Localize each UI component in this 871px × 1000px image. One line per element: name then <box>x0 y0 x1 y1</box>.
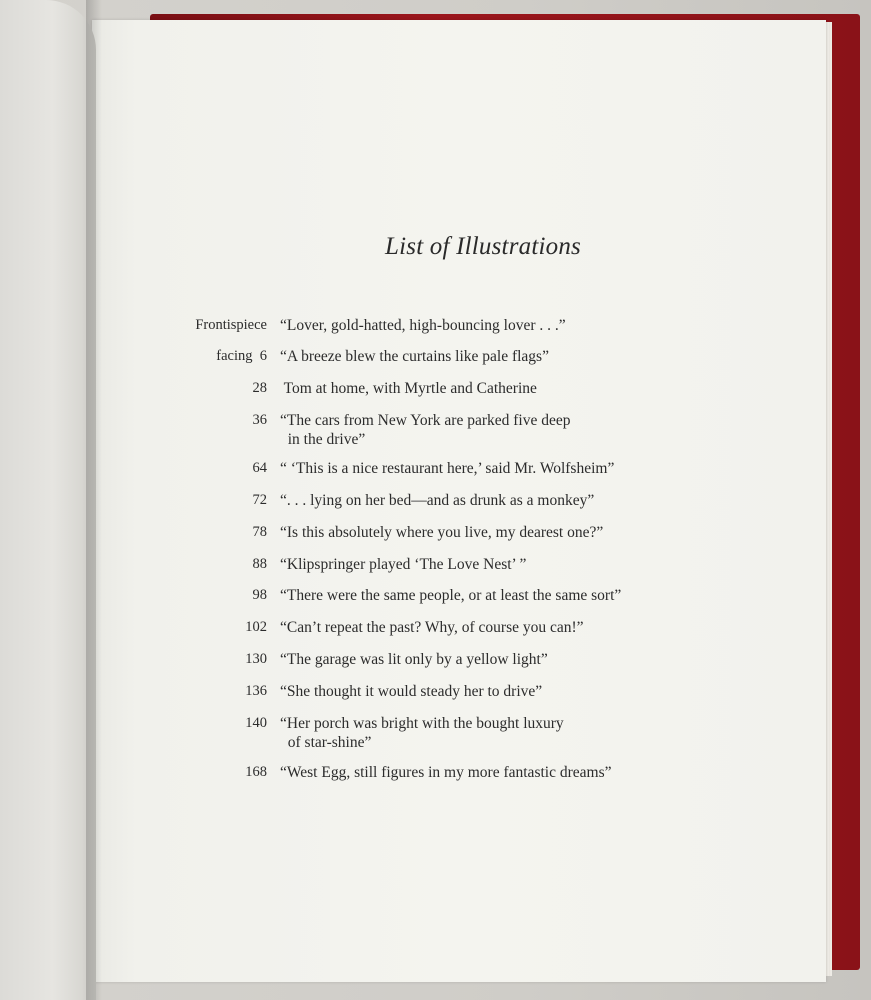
entry-page: 98 <box>252 587 267 603</box>
entry-caption: “The garage was lit only by a yellow light” <box>280 651 548 668</box>
entry-page: 28 <box>252 380 267 396</box>
entry-caption: “Lover, gold-hatted, high-bouncing lover . . .” <box>280 317 566 334</box>
entry-page: 168 <box>245 764 267 780</box>
entry-page: 136 <box>245 683 267 699</box>
entry-page: 36 <box>252 412 267 428</box>
entry-caption: “The cars from New York are parked five deep in the drive” <box>280 412 571 448</box>
entry-page: 140 <box>245 715 267 731</box>
entry-page: 64 <box>252 460 267 476</box>
entry-page: 78 <box>252 524 267 540</box>
entry-caption: “A breeze blew the curtains like pale flags” <box>280 348 549 365</box>
entry-page: Frontispiece <box>195 317 267 333</box>
entry-page: facing 6 <box>216 348 267 364</box>
entry-caption: “. . . lying on her bed—and as drunk as a monkey” <box>280 492 595 509</box>
spine-shadow <box>86 0 102 1000</box>
entry-caption: “Her porch was bright with the bought luxury of star-shine” <box>280 715 564 751</box>
entry-page: 88 <box>252 556 267 572</box>
entry-page: 102 <box>245 619 267 635</box>
entry-caption: Tom at home, with Myrtle and Catherine <box>280 380 537 397</box>
entry-page: 130 <box>245 651 267 667</box>
entry-caption: “Is this absolutely where you live, my dearest one?” <box>280 524 604 541</box>
entry-caption: “There were the same people, or at least the same sort” <box>280 587 622 604</box>
entry-caption: “West Egg, still figures in my more fantastic dreams” <box>280 764 612 781</box>
entry-caption: “Klipspringer played ‘The Love Nest’ ” <box>280 556 527 573</box>
left-page-edge <box>0 0 96 1000</box>
entry-page: 72 <box>252 492 267 508</box>
entry-caption: “ ‘This is a nice restaurant here,’ said Mr. Wolfsheim” <box>280 460 615 477</box>
page-title: List of Illustrations <box>385 233 581 260</box>
entry-caption: “Can’t repeat the past? Why, of course you can!” <box>280 619 584 636</box>
entry-caption: “She thought it would steady her to drive” <box>280 683 543 700</box>
book-page <box>92 20 826 982</box>
